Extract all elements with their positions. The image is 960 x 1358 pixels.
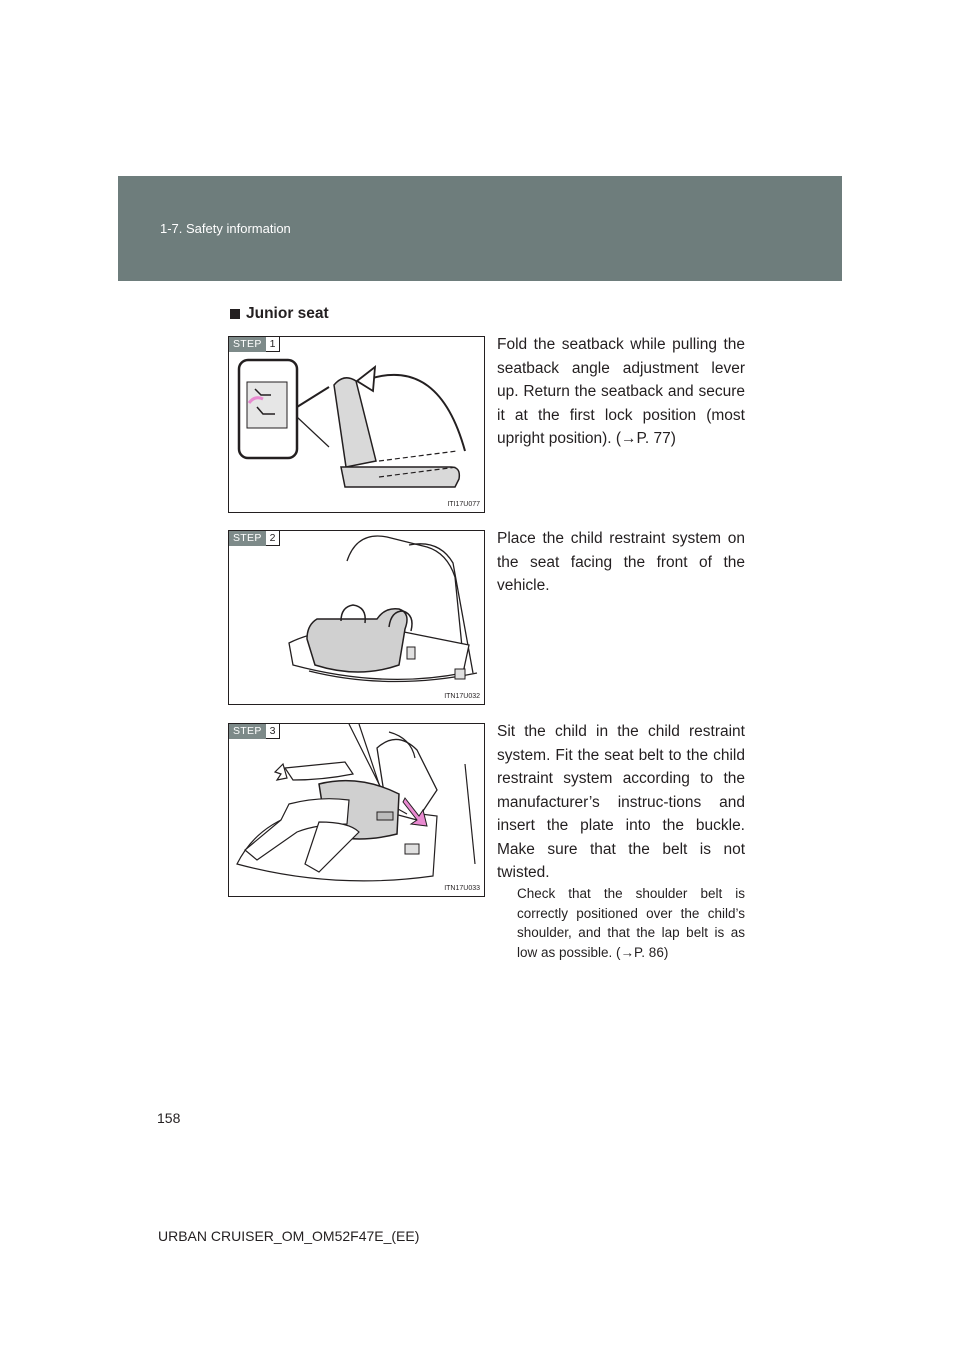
- seatback-fold-illustration: [229, 337, 484, 512]
- junior-seat-placement-illustration: [229, 531, 484, 704]
- step-label: STEP: [229, 724, 266, 739]
- step-3-text: Sit the child in the child restraint system. Fit the seat belt to the child restraint system according to the manufacturer’s instruc-tions and insert the plate into the buckle. Make sure that the belt is not twisted.: [497, 723, 745, 881]
- step-3-note: Check that the shoulder belt is correctly positioned over the child’s shoulder, and that the lap belt is as low as possible. (→P. 86): [517, 886, 745, 960]
- figure-code: ITN17U033: [444, 885, 480, 892]
- figure-code: ITI17U077: [447, 501, 480, 508]
- section-title: 1-7. Safety information: [160, 221, 291, 236]
- square-bullet-icon: [230, 309, 240, 319]
- step-number: 3: [266, 724, 281, 739]
- child-seatbelt-illustration: [229, 724, 484, 896]
- step-2-text: Place the child restraint system on the seat facing the front of the vehicle.: [497, 530, 745, 594]
- footer-document-id: URBAN CRUISER_OM_OM52F47E_(EE): [158, 1228, 420, 1244]
- page-number: 158: [157, 1110, 181, 1126]
- subheading: [230, 305, 329, 323]
- figure-code: ITN17U032: [444, 693, 480, 700]
- step-label: STEP: [229, 337, 266, 352]
- step-3-badge: [229, 724, 280, 739]
- step-2-figure: [228, 530, 485, 705]
- step-number: 2: [266, 531, 281, 546]
- step-3-figure: [228, 723, 485, 897]
- step-number: 1: [266, 337, 281, 352]
- step-1-badge: [229, 337, 280, 352]
- step-label: STEP: [229, 531, 266, 546]
- step-2-badge: [229, 531, 280, 546]
- step-1-text: Fold the seatback while pulling the seatback angle adjustment lever up. Return the seatback and secure it at the first lock position (most upright position). (→P. 77): [497, 336, 745, 447]
- subheading-label: Junior seat: [246, 305, 329, 322]
- step-1-figure: [228, 336, 485, 513]
